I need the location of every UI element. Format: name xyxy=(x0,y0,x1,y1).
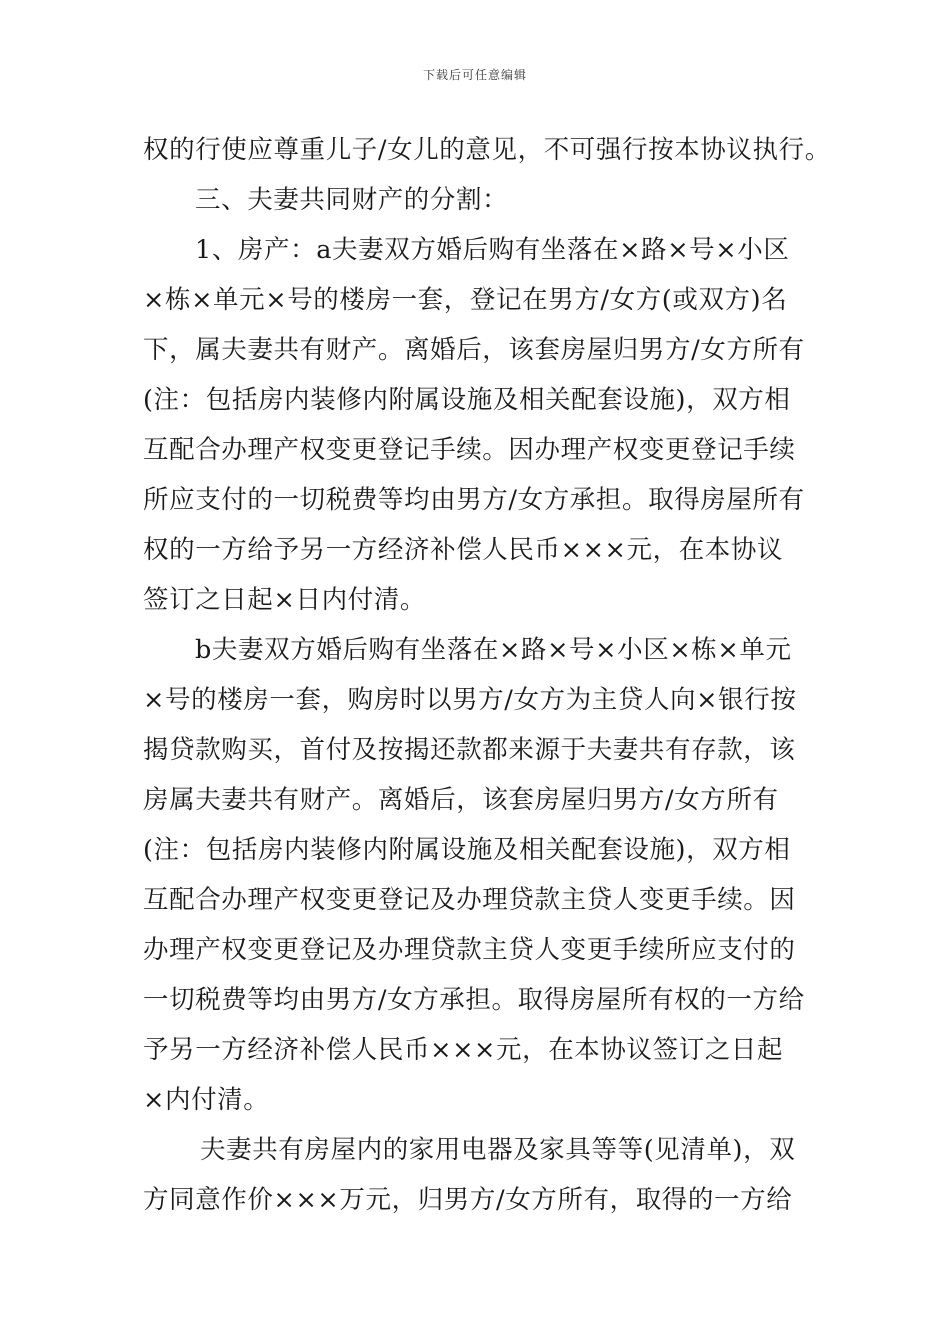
text-line: 一切税费等均由男方/女方承担。取得房屋所有权的一方给 xyxy=(143,985,805,1015)
text-line: (注：包括房内装修内附属设施及相关配套设施)，双方相 xyxy=(143,385,791,415)
text-line: b夫妻双方婚后购有坐落在×路×号×小区×栋×单元 xyxy=(195,635,792,665)
text-line: 权的一方给予另一方经济补偿人民币×××元，在本协议 xyxy=(143,535,784,565)
text-line: 方同意作价×××万元，归男方/女方所有，取得的一方给 xyxy=(143,1185,793,1215)
page-header: 下载后可任意编辑 xyxy=(422,68,527,82)
text-line: (注：包括房内装修内附属设施及相关配套设施)，双方相 xyxy=(143,835,791,865)
text-line: 办理产权变更登记及办理贷款主贷人变更手续所应支付的 xyxy=(143,935,796,965)
text-line: ×内付清。 xyxy=(143,1085,270,1115)
text-line: 互配合办理产权变更登记及办理贷款主贷人变更手续。因 xyxy=(143,885,796,915)
text-line: 1、房产：a夫妻双方婚后购有坐落在×路×号×小区 xyxy=(195,235,790,265)
text-line: 下，属夫妻共有财产。离婚后，该套房屋归男方/女方所有 xyxy=(143,335,805,365)
text-line: ×号的楼房一套，购房时以男方/女方为主贷人向×银行按 xyxy=(143,685,797,715)
text-line: 房属夫妻共有财产。离婚后，该套房屋归男方/女方所有 xyxy=(143,785,779,815)
text-line: 权的行使应尊重儿子/女儿的意见，不可强行按本协议执行。 xyxy=(143,135,831,165)
text-line: 夫妻共有房屋内的家用电器及家具等等(见清单)，双 xyxy=(200,1135,796,1165)
text-line: 予另一方经济补偿人民币×××元，在本协议签订之日起 xyxy=(143,1035,784,1065)
text-line: 互配合办理产权变更登记手续。因办理产权变更登记手续 xyxy=(143,435,796,465)
text-line: 签订之日起×日内付清。 xyxy=(143,585,426,615)
text-line: ×栋×单元×号的楼房一套，登记在男方/女方(或双方)名 xyxy=(143,285,788,315)
text-line: 所应支付的一切税费等均由男方/女方承担。取得房屋所有 xyxy=(143,485,805,515)
text-line: 揭贷款购买，首付及按揭还款都来源于夫妻共有存款，该 xyxy=(143,735,796,765)
section-heading: 三、夫妻共同财产的分割： xyxy=(195,185,509,215)
